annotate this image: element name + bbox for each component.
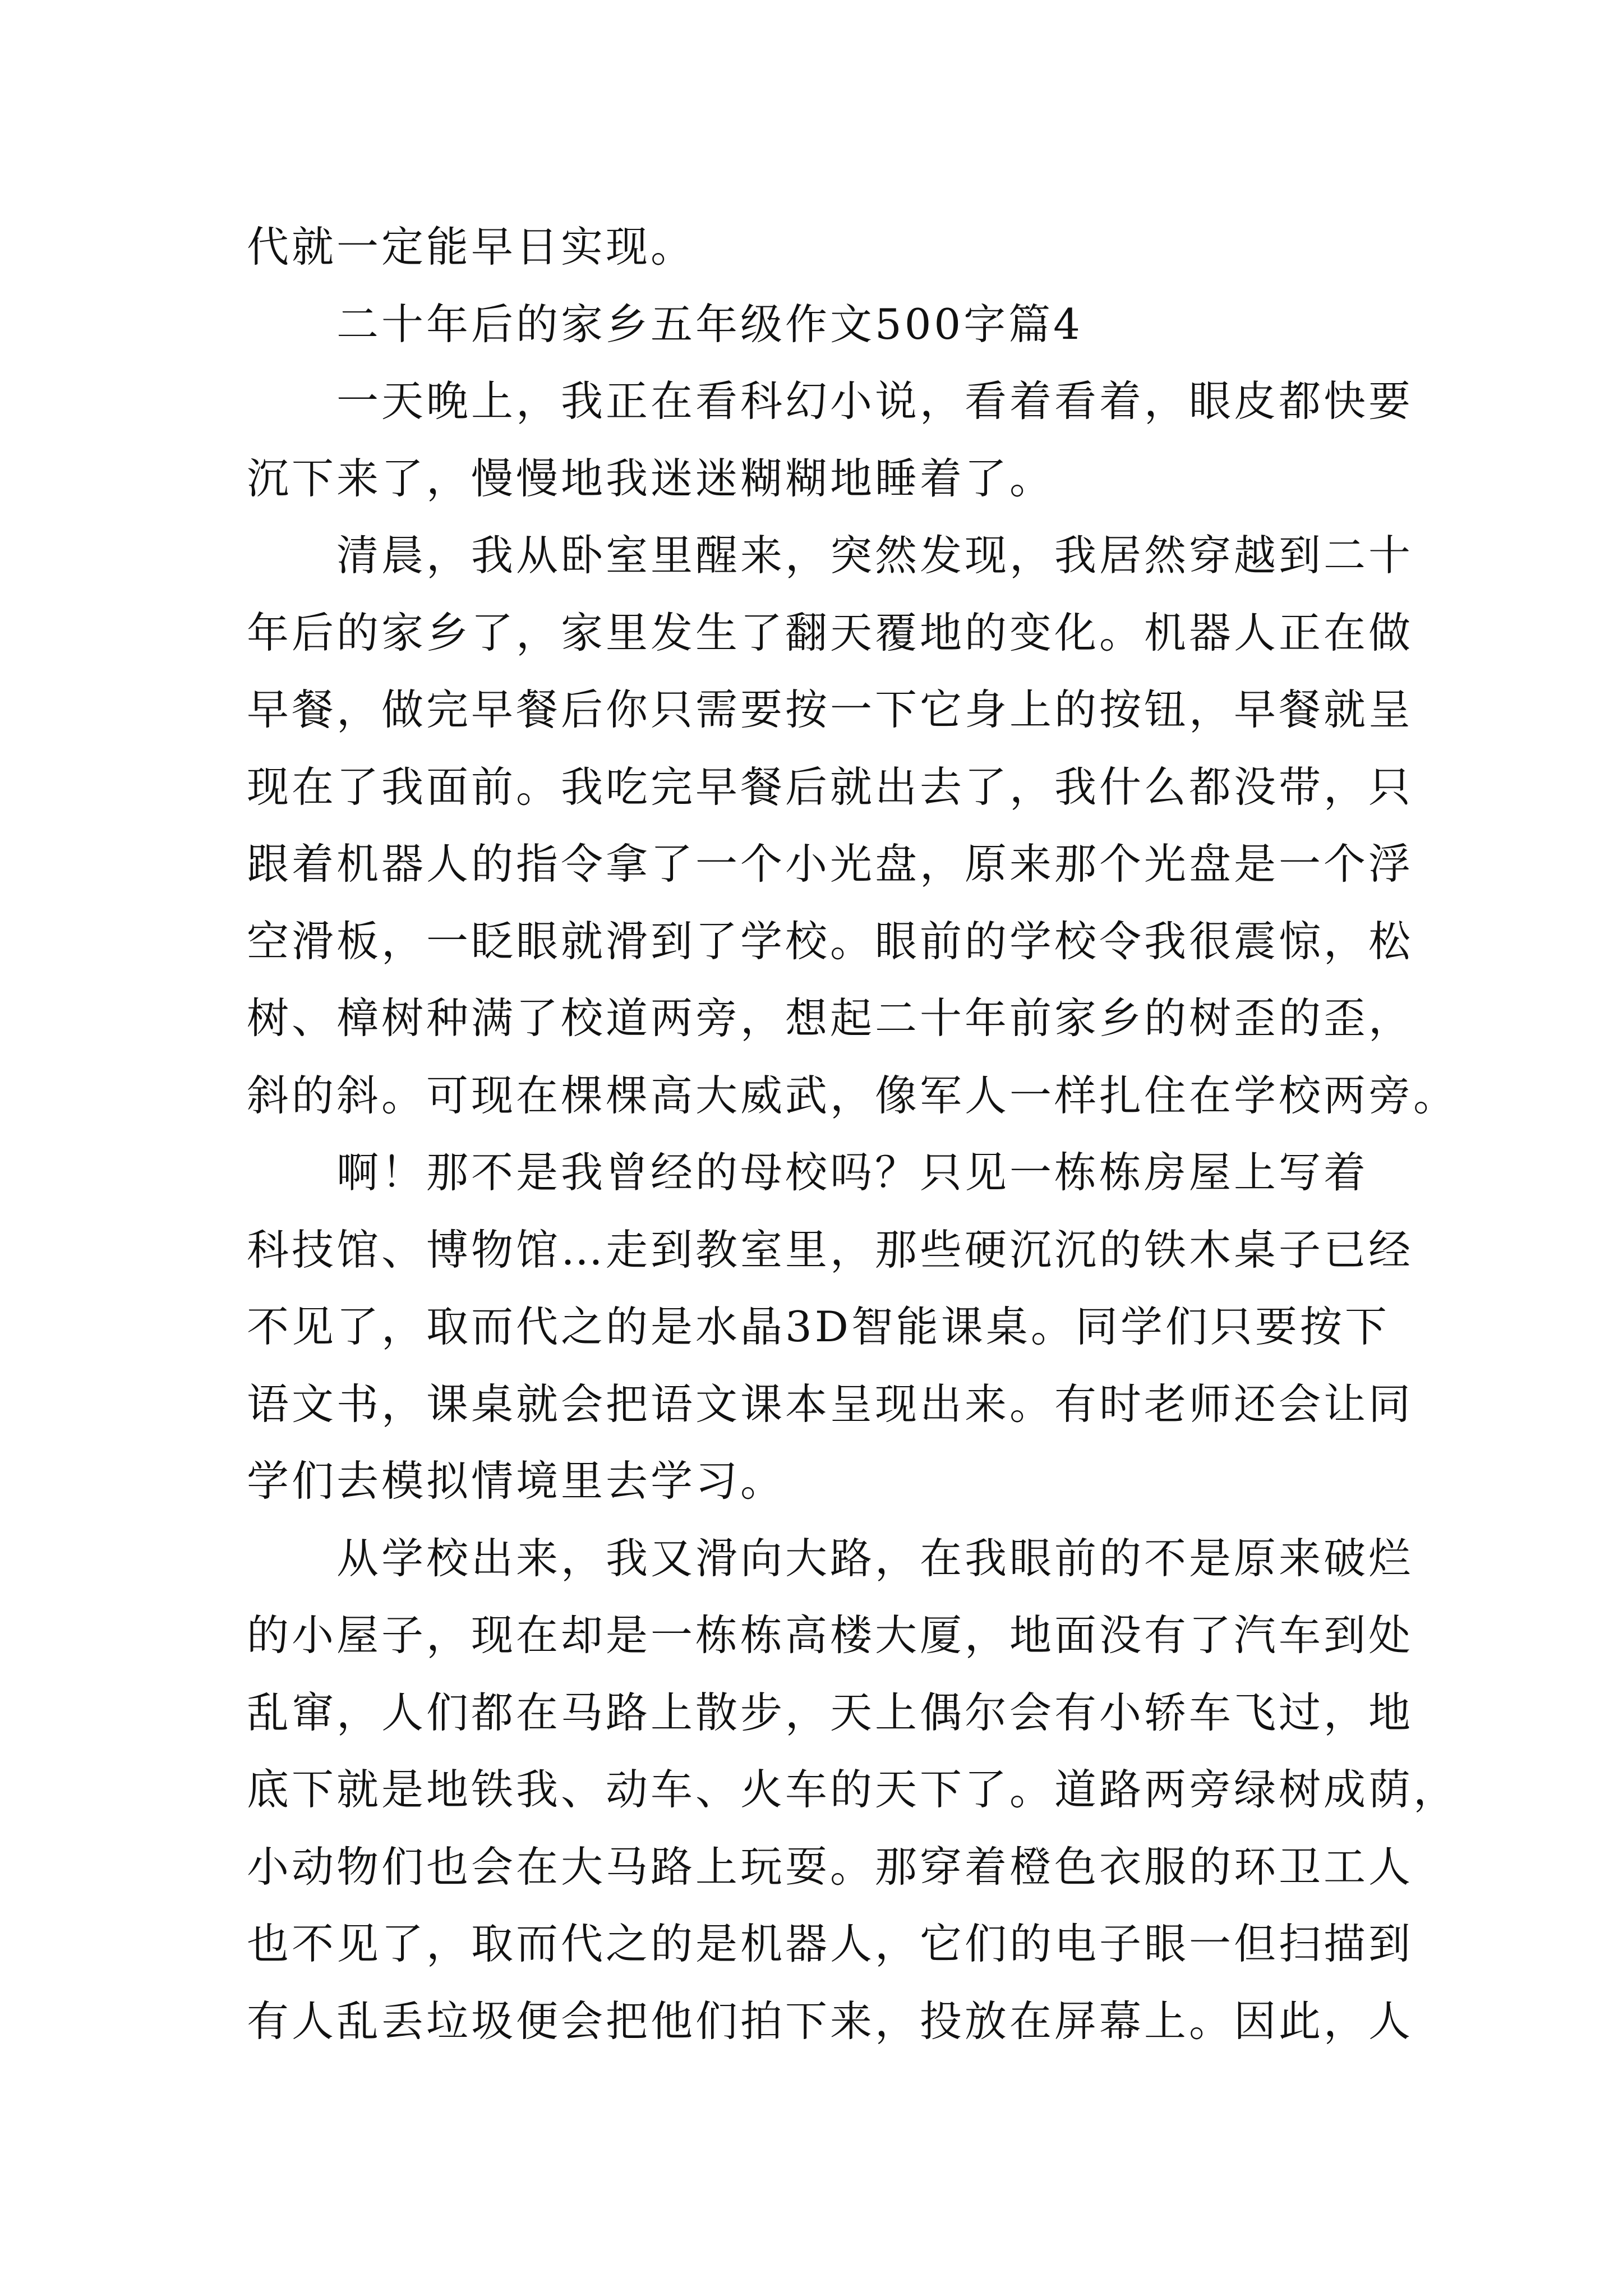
essay-heading: 二十年后的家乡五年级作文500字篇4 — [336, 299, 1083, 349]
text-line: 沉下来了，慢慢地我迷迷糊糊地睡着了。 — [247, 453, 1055, 503]
essay-body — [247, 209, 1459, 2060]
text-line: 从学校出来，我又滑向大路，在我眼前的不是原来破烂 — [336, 1533, 1414, 1583]
text-line: 斜的斜。可现在棵棵高大威武，像军人一样扎住在学校两旁。 — [247, 1070, 1459, 1120]
text-line: 的小屋子，现在却是一栋栋高楼大厦，地面没有了汽车到处 — [247, 1611, 1414, 1660]
text-line: 清晨，我从卧室里醒来，突然发现，我居然穿越到二十 — [336, 531, 1414, 580]
text-line: 啊！那不是我曾经的母校吗？只见一栋栋房屋上写着 — [336, 1148, 1369, 1197]
text-line: 底下就是地铁我、动车、火车的天下了。道路两旁绿树成荫， — [247, 1765, 1459, 1814]
text-line: 不见了，取而代之的是水晶3D智能课桌。同学们只要按下 — [247, 1302, 1390, 1351]
text-line: 一天晚上，我正在看科幻小说，看着看着，眼皮都快要 — [336, 376, 1414, 426]
text-line: 早餐，做完早餐后你只需要按一下它身上的按钮，早餐就呈 — [247, 685, 1414, 734]
text-line: 跟着机器人的指令拿了一个小光盘，原来那个光盘是一个浮 — [247, 839, 1414, 889]
text-line: 乱窜，人们都在马路上散步，天上偶尔会有小轿车飞过，地 — [247, 1687, 1414, 1737]
text-line: 科技馆、博物馆…走到教室里，那些硬沉沉的铁木桌子已经 — [247, 1225, 1414, 1274]
text-line: 小动物们也会在大马路上玩耍。那穿着橙色衣服的环卫工人 — [247, 1842, 1414, 1892]
text-line: 学们去模拟情境里去学习。 — [247, 1456, 786, 1506]
text-line: 有人乱丢垃圾便会把他们拍下来，投放在屏幕上。因此，人 — [247, 1996, 1414, 2046]
text-line: 现在了我面前。我吃完早餐后就出去了，我什么都没带，只 — [247, 762, 1414, 812]
text-line: 语文书，课桌就会把语文课本呈现出来。有时老师还会让同 — [247, 1379, 1414, 1429]
text-line: 也不见了，取而代之的是机器人，它们的电子眼一但扫描到 — [247, 1919, 1414, 1968]
text-line: 年后的家乡了，家里发生了翻天覆地的变化。机器人正在做 — [247, 608, 1414, 657]
text-line: 空滑板，一眨眼就滑到了学校。眼前的学校令我很震惊，松 — [247, 916, 1414, 966]
text-line: 代就一定能早日实现。 — [247, 222, 696, 272]
text-line: 树、樟树种满了校道两旁，想起二十年前家乡的树歪的歪， — [247, 993, 1414, 1043]
